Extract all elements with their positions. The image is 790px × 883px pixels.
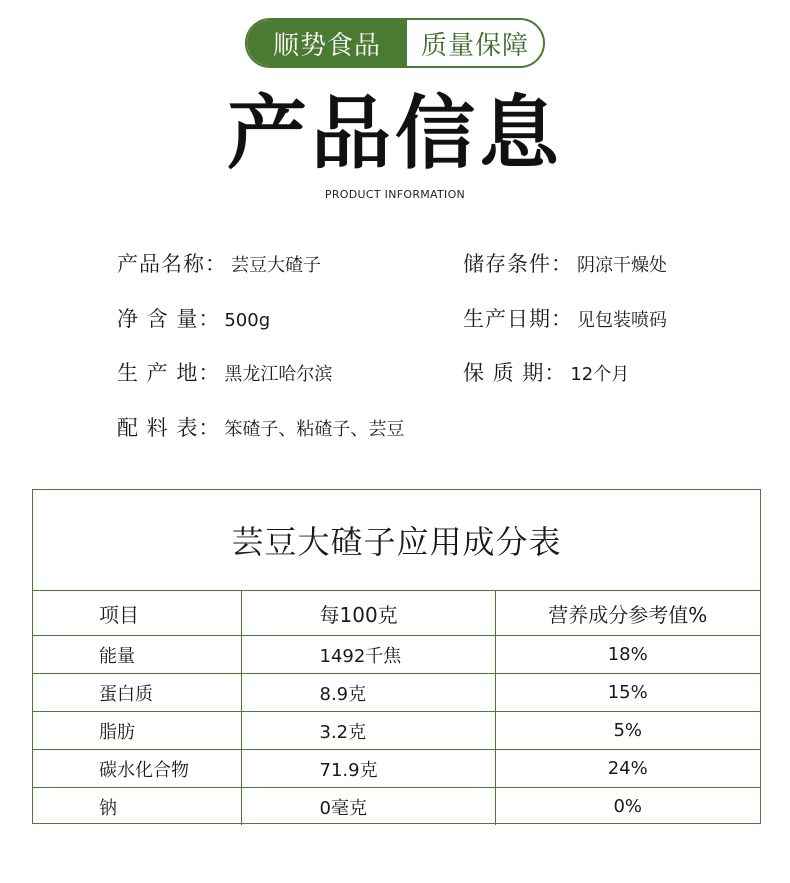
table-cell: 能量 <box>33 636 241 674</box>
page-title: 产品信息 <box>227 87 563 180</box>
info-shelf-life <box>463 357 629 387</box>
column-header: 营养成分参考值% <box>495 591 760 636</box>
info-value: 黑龙江哈尔滨 <box>224 364 333 385</box>
info-origin <box>117 357 332 387</box>
table-row <box>33 750 760 788</box>
table-cell: 脂肪 <box>33 712 241 750</box>
table-cell: 蛋白质 <box>33 674 241 712</box>
info-value: 阴凉干燥处 <box>577 255 667 276</box>
info-label: 储存条件： <box>463 252 573 276</box>
table-cell: 钠 <box>33 788 241 826</box>
info-production-date <box>463 303 667 333</box>
table-cell: 71.9克 <box>241 750 495 788</box>
table-row <box>33 636 760 674</box>
info-value: 12个月 <box>570 364 630 385</box>
table-cell: 18% <box>495 636 760 674</box>
table-header-row <box>33 591 760 636</box>
column-header: 项目 <box>33 591 241 636</box>
nutrition-table <box>32 489 761 824</box>
info-storage <box>463 248 667 278</box>
info-value: 见包装喷码 <box>577 310 667 331</box>
brand-name: 顺势食品 <box>247 20 407 66</box>
info-product-name <box>117 248 321 278</box>
info-label: 生产日期： <box>463 307 573 331</box>
info-ingredients <box>117 412 404 442</box>
table-cell: 15% <box>495 674 760 712</box>
info-net-weight <box>117 303 270 333</box>
nutrition-grid <box>33 591 760 825</box>
table-cell: 8.9克 <box>241 674 495 712</box>
table-cell: 24% <box>495 750 760 788</box>
info-value: 笨碴子、粘碴子、芸豆 <box>224 419 405 440</box>
table-cell: 0毫克 <box>241 788 495 826</box>
table-cell: 1492千焦 <box>241 636 495 674</box>
info-label: 保 质 期： <box>463 361 567 385</box>
table-cell: 5% <box>495 712 760 750</box>
table-cell: 3.2克 <box>241 712 495 750</box>
table-cell: 碳水化合物 <box>33 750 241 788</box>
table-row <box>33 788 760 826</box>
info-value: 芸豆大碴子 <box>231 255 321 276</box>
column-header: 每100克 <box>241 591 495 636</box>
table-row <box>33 674 760 712</box>
info-value: 500g <box>224 310 271 331</box>
page-subtitle: PRODUCT INFORMATION <box>324 188 466 201</box>
info-label: 配 料 表： <box>117 416 221 440</box>
quality-slogan: 质量保障 <box>420 30 529 61</box>
table-cell: 0% <box>613 796 643 817</box>
nutrition-table-title: 芸豆大碴子应用成分表 <box>33 490 760 591</box>
brand-banner <box>245 18 545 68</box>
info-label: 生 产 地： <box>117 361 221 385</box>
info-label: 产品名称： <box>117 252 227 276</box>
table-row <box>33 712 760 750</box>
info-label: 净 含 量： <box>117 307 221 331</box>
